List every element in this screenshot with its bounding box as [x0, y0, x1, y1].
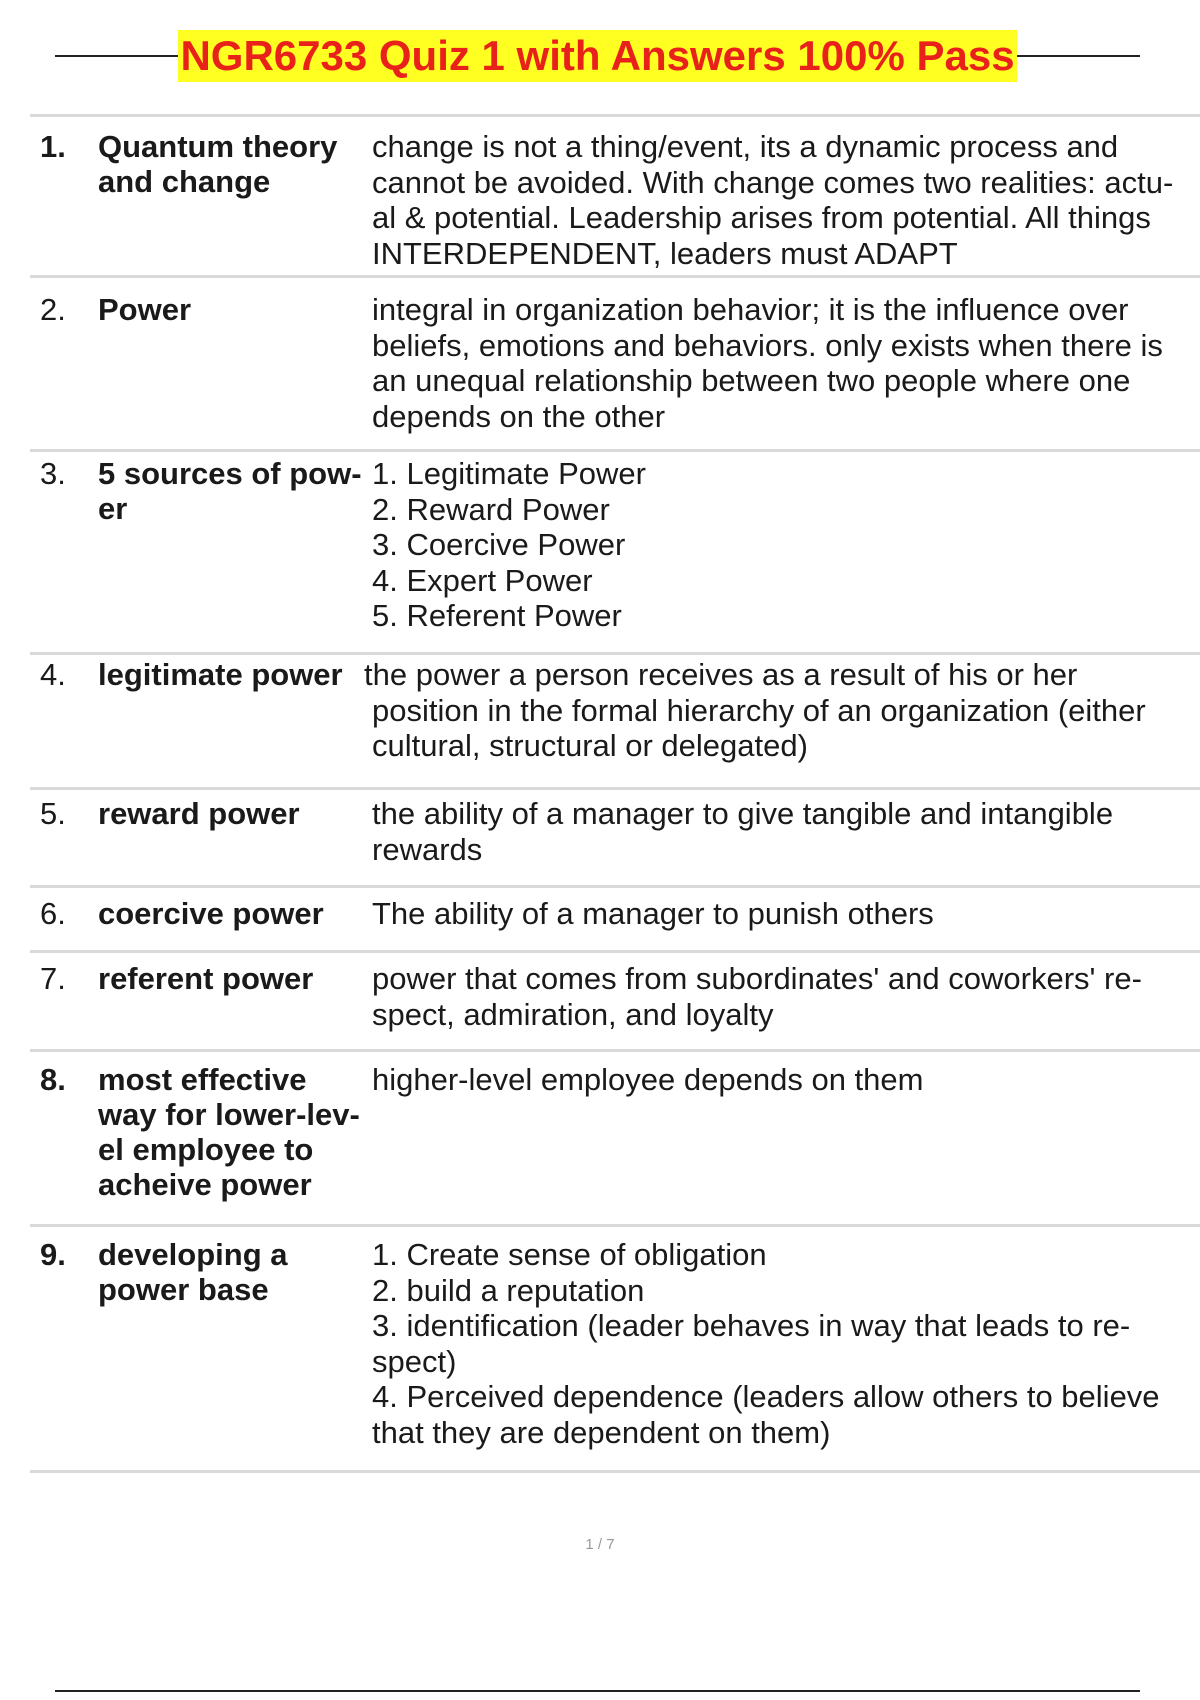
qa-definition: [372, 961, 1200, 1032]
qa-row-5: [30, 790, 1200, 888]
qa-row-8: [30, 1052, 1200, 1227]
definition-line: depends on the other: [372, 398, 666, 434]
qa-number: 3.: [40, 456, 66, 491]
qa-table: [30, 114, 1200, 1473]
definition-line: cultural, structural or delegated): [372, 728, 808, 763]
qa-term: Power: [98, 292, 192, 327]
qa-number: 8.: [40, 1062, 66, 1097]
qa-term: 5 sources of pow- er: [98, 456, 362, 526]
qa-definition: [364, 657, 1200, 764]
definition-line: change is not a thing/event, its a dynamic process and: [372, 129, 1119, 164]
definition-line: beliefs, emotions and behaviors. only exists when there is: [372, 327, 1163, 363]
qa-row-7: [30, 953, 1200, 1052]
definition-line: an unequal relationship between two people where one: [372, 363, 1131, 398]
definition-line: power that comes from subordinates' and coworkers' re-: [372, 961, 1142, 996]
qa-number: 5.: [40, 796, 66, 831]
qa-definition: [372, 796, 1200, 867]
definition-line: the ability of a manager to give tangible and intangible: [372, 796, 1114, 831]
qa-row-3: [30, 452, 1200, 655]
qa-definition: [372, 896, 1200, 932]
qa-row-4: [30, 655, 1200, 790]
definition-line: position in the formal hierarchy of an organization (either: [372, 692, 1146, 728]
title-row: [55, 30, 1140, 82]
page-indicator: 1 / 7: [585, 1536, 615, 1553]
definition-line: 3. identification (leader behaves in way that leads to re-: [372, 1308, 1131, 1343]
bottom-rule: [55, 1690, 1140, 1692]
definition-line: cannot be avoided. With change comes two realities: actu-: [372, 164, 1174, 200]
qa-number: 6.: [40, 896, 66, 931]
qa-row-6: [30, 888, 1200, 953]
qa-number: 7.: [40, 961, 66, 996]
definition-line: al & potential. Leadership arises from potential. All things: [372, 200, 1151, 235]
qa-number: 9.: [40, 1237, 66, 1272]
qa-number: 4.: [40, 657, 66, 692]
qa-definition: [372, 1062, 1200, 1098]
definition-line: 1. Legitimate Power: [372, 456, 646, 491]
definition-line: spect): [372, 1343, 457, 1379]
definition-line: spect, admiration, and loyalty: [372, 996, 774, 1032]
qa-term: reward power: [98, 796, 300, 831]
qa-definition: [372, 1237, 1200, 1450]
qa-row-2: [30, 278, 1200, 452]
qa-row-1: [30, 117, 1200, 278]
page-title: NGR6733 Quiz 1 with Answers 100% Pass: [178, 30, 1016, 82]
qa-term: referent power: [98, 961, 314, 996]
qa-number: 1.: [40, 129, 66, 164]
definition-line: that they are dependent on them): [372, 1414, 831, 1450]
definition-line: higher-level employee depends on them: [372, 1062, 924, 1097]
definition-line: The ability of a manager to punish others: [372, 896, 934, 931]
qa-definition: [372, 129, 1200, 271]
title-rule-left: [55, 55, 178, 57]
definition-line: 3. Coercive Power: [372, 527, 626, 562]
definition-line: 4. Perceived dependence (leaders allow others to believe: [372, 1379, 1160, 1414]
definition-line: integral in organization behavior; it is the influence over: [372, 292, 1129, 327]
definition-line: 5. Referent Power: [372, 598, 622, 633]
definition-line: 2. build a reputation: [372, 1272, 645, 1308]
qa-definition: [372, 292, 1200, 434]
definition-line: 1. Create sense of obligation: [372, 1237, 767, 1272]
definition-line: 4. Expert Power: [372, 562, 593, 598]
definition-line: 2. Reward Power: [372, 491, 610, 527]
qa-term: developing a power base: [98, 1237, 288, 1307]
qa-term: Quantum theory and change: [98, 129, 338, 199]
qa-number: 2.: [40, 292, 66, 327]
definition-line: INTERDEPENDENT, leaders must ADAPT: [372, 235, 958, 271]
qa-term: most effective way for lower-lev- el employee to acheive power: [98, 1062, 360, 1202]
title-rule-right: [1017, 55, 1140, 57]
definition-line: the power a person receives as a result of his or her: [364, 657, 1078, 692]
qa-row-9: [30, 1227, 1200, 1473]
qa-term: coercive power: [98, 896, 324, 931]
definition-line: rewards: [372, 831, 483, 867]
qa-definition: [372, 456, 1200, 634]
qa-term: legitimate power: [98, 657, 343, 692]
